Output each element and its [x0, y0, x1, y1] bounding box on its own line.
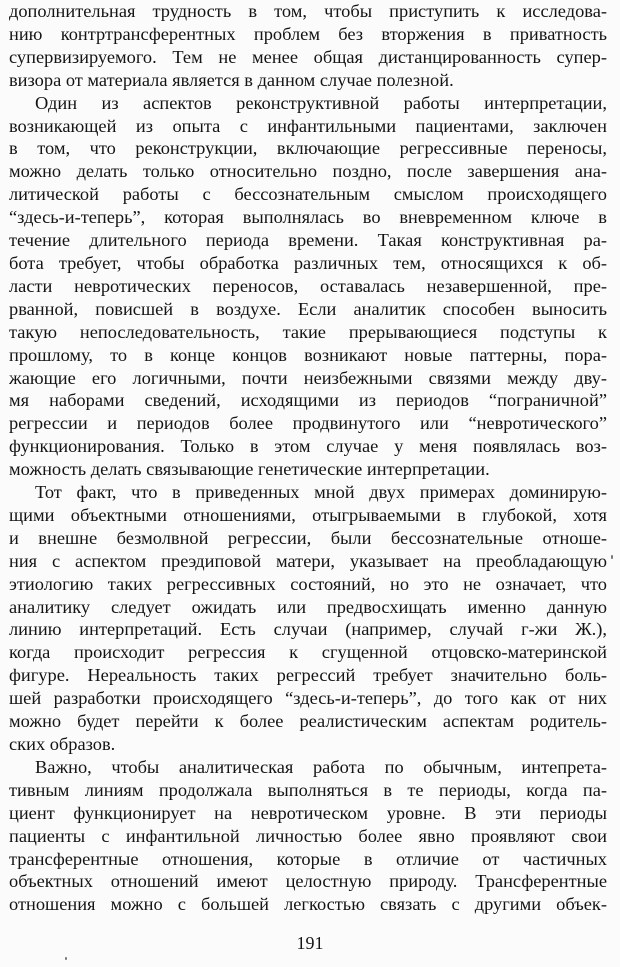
text-line: визора от материала является в данном случае полезной. — [9, 69, 454, 90]
text-line: мя наборами сведений, исходящими из периодов “пограничной” — [9, 390, 607, 411]
text-line: ских образов. — [9, 734, 116, 754]
text-line: циент функционирует на невротическом уровне. В эти периоды — [9, 802, 607, 823]
text-line: течение длительного периода времени. Такая конструктивная ра- — [9, 230, 607, 251]
body-text — [9, 0, 607, 916]
text-line: и внешне безмолвной регрессии, были бессознательные отноше- — [9, 527, 607, 548]
text-line: ния с аспектом преэдиповой матери, указывает на преобладающую — [9, 550, 607, 571]
scan-speck — [65, 957, 67, 960]
text-line: можно будет перейти к более реалистическим аспектам родитель- — [9, 711, 607, 732]
text-line: регрессии и периодов более продвинутого или “невротического” — [9, 413, 607, 434]
text-line: линию интерпретаций. Есть случаи (например, случай г-жи Ж.), — [9, 619, 607, 640]
text-line: фигуре. Нереальность таких регрессий требует значительно боль- — [9, 665, 607, 686]
paragraph — [9, 756, 607, 916]
text-line: трансферентные отношения, которые в отличие от частичных — [9, 848, 607, 869]
scan-speck — [611, 555, 613, 559]
text-line: жающие его логичными, почти неизбежными связями между дву- — [9, 367, 607, 388]
text-line: “здесь-и-теперь”, которая выполнялась во вневременном ключе в — [9, 207, 607, 228]
paragraph — [9, 92, 607, 481]
text-line: функционирования. Только в этом случае у меня появлялась воз- — [9, 436, 607, 457]
text-line: этиологию таких регрессивных состояний, но это не означает, что — [9, 573, 607, 594]
paragraph — [9, 0, 607, 92]
text-line: в том, что реконструкции, включающие регрессивные переносы, — [9, 138, 607, 159]
page-number: 191 — [296, 933, 324, 953]
text-line: аналитику следует ожидать или предвосхищать именно данную — [9, 596, 607, 617]
text-line: Один из аспектов реконструктивной работы интерпретации, — [35, 92, 607, 113]
text-line: возникающей из опыта с инфантильными пациентами, заключен — [9, 115, 607, 136]
text-line: можность делать связывающие генетические интерпретации. — [9, 459, 490, 480]
text-line: Тот факт, что в приведенных мной двух примерах доминирую- — [35, 482, 607, 503]
text-line: шей разработки происходящего “здесь-и-теперь”, до того как от них — [9, 688, 607, 709]
text-line: супервизируемого. Тем не менее общая дистанцированность супер- — [9, 46, 607, 67]
text-line: нию контртрансферентных проблем без вторжения в приватность — [9, 23, 607, 44]
text-line: литической работы с бессознательным смыслом происходящего — [9, 184, 607, 205]
text-line: когда происходит регрессия к сгущенной отцовско-материнской — [9, 642, 607, 663]
text-line: щими объектными отношениями, отыгрываемыми в глубокой, хотя — [9, 504, 607, 525]
text-line: ласти невротических переносов, оставалась незавершенной, пре- — [9, 275, 607, 296]
text-line: бота требует, чтобы обработка различных тем, относящихся к об- — [9, 252, 607, 273]
text-line: Важно, чтобы аналитическая работа по обычным, интепрета- — [35, 756, 607, 777]
text-line: объектных отношений имеют целостную природу. Трансферентные — [9, 871, 607, 892]
text-line: дополнительная трудность в том, чтобы приступить к исследова- — [9, 1, 607, 21]
paragraph — [9, 481, 607, 756]
text-line: тивным линиям продолжала выполняться в те периоды, когда па- — [9, 779, 607, 800]
text-line: рванной, повисшей в воздухе. Если аналитик способен выносить — [9, 298, 607, 319]
text-line: такую непоследовательность, такие прерывающиеся подступы к — [9, 321, 607, 342]
text-line: отношения можно с большей легкостью связать с другими объек- — [9, 894, 607, 915]
text-line: можно делать только относительно поздно, после завершения ана- — [9, 161, 607, 182]
text-line: прошлому, то в конце концов возникают новые паттерны, пора- — [9, 344, 607, 365]
text-line: пациенты с инфантильной личностью более явно проявляют свои — [9, 825, 607, 846]
